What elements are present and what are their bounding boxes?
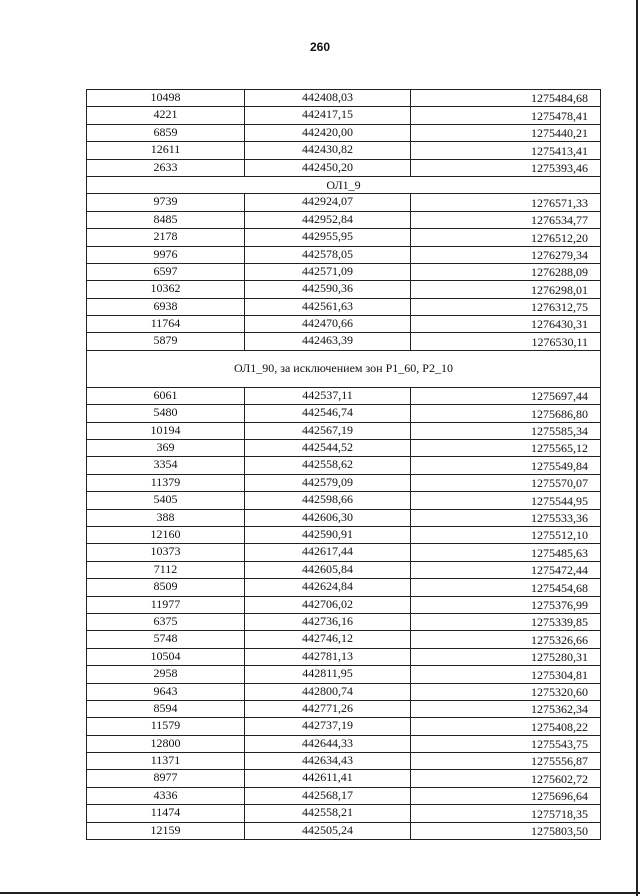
x-coordinate-cell: 442611,41: [245, 770, 411, 787]
point-number-cell: 10504: [87, 648, 245, 665]
y-coordinate-cell: 1275376,99: [411, 596, 601, 613]
x-coordinate-cell: 442505,24: [245, 822, 411, 839]
point-number-cell: 9643: [87, 683, 245, 700]
y-coordinate-cell: 1275585,34: [411, 422, 601, 439]
x-coordinate-cell: 442952,84: [245, 211, 411, 228]
point-number-cell: 9976: [87, 246, 245, 263]
y-coordinate-cell: 1275440,21: [411, 124, 601, 141]
x-coordinate-cell: 442558,62: [245, 457, 411, 474]
x-coordinate-cell: 442811,95: [245, 666, 411, 683]
y-coordinate-cell: 1275543,75: [411, 735, 601, 752]
y-coordinate-cell: 1276571,33: [411, 194, 601, 211]
point-number-cell: 5405: [87, 492, 245, 509]
point-number-cell: 11764: [87, 316, 245, 333]
x-coordinate-cell: 442706,02: [245, 596, 411, 613]
point-number-cell: 11474: [87, 805, 245, 822]
y-coordinate-cell: 1275570,07: [411, 474, 601, 491]
y-coordinate-cell: 1275362,34: [411, 700, 601, 717]
table-row: [87, 440, 601, 457]
table-row: [87, 596, 601, 613]
point-number-cell: 8509: [87, 579, 245, 596]
table-row: [87, 666, 601, 683]
point-number-cell: 6859: [87, 124, 245, 141]
table-row: [87, 263, 601, 280]
y-coordinate-cell: 1276279,34: [411, 246, 601, 263]
table-row: [87, 613, 601, 630]
y-coordinate-cell: 1276298,01: [411, 281, 601, 298]
x-coordinate-cell: 442781,13: [245, 648, 411, 665]
table-row: [87, 474, 601, 491]
y-coordinate-cell: 1275484,68: [411, 90, 601, 107]
x-coordinate-cell: 442450,20: [245, 159, 411, 176]
x-coordinate-cell: 442571,09: [245, 263, 411, 280]
x-coordinate-cell: 442430,82: [245, 142, 411, 159]
y-coordinate-cell: 1275326,66: [411, 631, 601, 648]
y-coordinate-cell: 1276534,77: [411, 211, 601, 228]
point-number-cell: 3354: [87, 457, 245, 474]
y-coordinate-cell: 1275696,64: [411, 787, 601, 804]
y-coordinate-cell: 1276312,75: [411, 298, 601, 315]
point-number-cell: 11977: [87, 596, 245, 613]
y-coordinate-cell: 1275304,81: [411, 666, 601, 683]
table-row: [87, 544, 601, 561]
y-coordinate-cell: 1275478,41: [411, 107, 601, 124]
table-row: [87, 770, 601, 787]
y-coordinate-cell: 1275320,60: [411, 683, 601, 700]
y-coordinate-cell: 1276512,20: [411, 229, 601, 246]
point-number-cell: 6375: [87, 613, 245, 630]
y-coordinate-cell: 1275339,85: [411, 613, 601, 630]
x-coordinate-cell: 442420,00: [245, 124, 411, 141]
point-number-cell: 10498: [87, 90, 245, 107]
x-coordinate-cell: 442605,84: [245, 561, 411, 578]
table-row: [87, 718, 601, 735]
point-number-cell: 5480: [87, 405, 245, 422]
table-row: [87, 526, 601, 543]
table-row: [87, 631, 601, 648]
x-coordinate-cell: 442737,19: [245, 718, 411, 735]
x-coordinate-cell: 442568,17: [245, 787, 411, 804]
table-row: [87, 281, 601, 298]
section-title: ОЛ1_90, за исключением зон Р1_60, Р2_10: [87, 350, 601, 387]
table-row: [87, 509, 601, 526]
x-coordinate-cell: 442558,21: [245, 805, 411, 822]
point-number-cell: 12159: [87, 822, 245, 839]
x-coordinate-cell: 442924,07: [245, 194, 411, 211]
x-coordinate-cell: 442800,74: [245, 683, 411, 700]
table-row: [87, 579, 601, 596]
point-number-cell: 2958: [87, 666, 245, 683]
table-row: [87, 822, 601, 839]
y-coordinate-cell: 1275803,50: [411, 822, 601, 839]
y-coordinate-cell: 1276288,09: [411, 263, 601, 280]
y-coordinate-cell: 1275454,68: [411, 579, 601, 596]
x-coordinate-cell: 442746,12: [245, 631, 411, 648]
table-row: [87, 753, 601, 770]
table-row: [87, 735, 601, 752]
y-coordinate-cell: 1275602,72: [411, 770, 601, 787]
x-coordinate-cell: 442463,39: [245, 333, 411, 350]
x-coordinate-cell: 442771,26: [245, 700, 411, 717]
point-number-cell: 4221: [87, 107, 245, 124]
point-number-cell: 9739: [87, 194, 245, 211]
point-number-cell: 2178: [87, 229, 245, 246]
table-row: [87, 333, 601, 350]
y-coordinate-cell: 1275472,44: [411, 561, 601, 578]
y-coordinate-cell: 1275393,46: [411, 159, 601, 176]
x-coordinate-cell: 442598,66: [245, 492, 411, 509]
x-coordinate-cell: 442561,63: [245, 298, 411, 315]
table-row: [87, 648, 601, 665]
x-coordinate-cell: 442955,95: [245, 229, 411, 246]
table-row: [87, 561, 601, 578]
table-row: [87, 142, 601, 159]
y-coordinate-cell: 1275533,36: [411, 509, 601, 526]
point-number-cell: 6938: [87, 298, 245, 315]
point-number-cell: 8977: [87, 770, 245, 787]
y-coordinate-cell: 1275565,12: [411, 440, 601, 457]
y-coordinate-cell: 1275413,41: [411, 142, 601, 159]
page-edge-right: [636, 0, 638, 896]
x-coordinate-cell: 442546,74: [245, 405, 411, 422]
point-number-cell: 388: [87, 509, 245, 526]
point-number-cell: 12160: [87, 526, 245, 543]
section-title: ОЛ1_9: [87, 176, 601, 193]
x-coordinate-cell: 442417,15: [245, 107, 411, 124]
table-row: [87, 805, 601, 822]
x-coordinate-cell: 442617,44: [245, 544, 411, 561]
section-header-row: [87, 350, 601, 387]
point-number-cell: 369: [87, 440, 245, 457]
x-coordinate-cell: 442606,30: [245, 509, 411, 526]
y-coordinate-cell: 1275556,87: [411, 753, 601, 770]
point-number-cell: 10362: [87, 281, 245, 298]
y-coordinate-cell: 1275718,35: [411, 805, 601, 822]
page-edge-bottom: [0, 892, 640, 894]
table-row: [87, 683, 601, 700]
y-coordinate-cell: 1275686,80: [411, 405, 601, 422]
table-row: [87, 124, 601, 141]
point-number-cell: 5748: [87, 631, 245, 648]
x-coordinate-cell: 442634,43: [245, 753, 411, 770]
table-row: [87, 405, 601, 422]
table-row: [87, 107, 601, 124]
y-coordinate-cell: 1276530,11: [411, 333, 601, 350]
page-number: 260: [309, 40, 331, 54]
point-number-cell: 5879: [87, 333, 245, 350]
table-row: [87, 316, 601, 333]
x-coordinate-cell: 442590,91: [245, 526, 411, 543]
table-row: [87, 194, 601, 211]
point-number-cell: 2633: [87, 159, 245, 176]
coordinates-table: [86, 89, 601, 840]
point-number-cell: 7112: [87, 561, 245, 578]
point-number-cell: 11579: [87, 718, 245, 735]
table-row: [87, 422, 601, 439]
x-coordinate-cell: 442624,84: [245, 579, 411, 596]
table-row: [87, 492, 601, 509]
x-coordinate-cell: 442470,66: [245, 316, 411, 333]
table-row: [87, 387, 601, 404]
point-number-cell: 10194: [87, 422, 245, 439]
table-row: [87, 457, 601, 474]
y-coordinate-cell: 1275697,44: [411, 387, 601, 404]
table-row: [87, 90, 601, 107]
x-coordinate-cell: 442408,03: [245, 90, 411, 107]
x-coordinate-cell: 442736,16: [245, 613, 411, 630]
point-number-cell: 11371: [87, 753, 245, 770]
y-coordinate-cell: 1275280,31: [411, 648, 601, 665]
table-row: [87, 229, 601, 246]
y-coordinate-cell: 1275549,84: [411, 457, 601, 474]
table-row: [87, 700, 601, 717]
point-number-cell: 12611: [87, 142, 245, 159]
point-number-cell: 8485: [87, 211, 245, 228]
point-number-cell: 10373: [87, 544, 245, 561]
coordinates-table-body: [87, 90, 601, 840]
x-coordinate-cell: 442579,09: [245, 474, 411, 491]
x-coordinate-cell: 442578,05: [245, 246, 411, 263]
point-number-cell: 4336: [87, 787, 245, 804]
y-coordinate-cell: 1275544,95: [411, 492, 601, 509]
x-coordinate-cell: 442590,36: [245, 281, 411, 298]
table-row: [87, 159, 601, 176]
y-coordinate-cell: 1275512,10: [411, 526, 601, 543]
y-coordinate-cell: 1275408,22: [411, 718, 601, 735]
x-coordinate-cell: 442644,33: [245, 735, 411, 752]
table-row: [87, 787, 601, 804]
point-number-cell: 12800: [87, 735, 245, 752]
table-row: [87, 298, 601, 315]
y-coordinate-cell: 1276430,31: [411, 316, 601, 333]
point-number-cell: 8594: [87, 700, 245, 717]
point-number-cell: 6597: [87, 263, 245, 280]
x-coordinate-cell: 442537,11: [245, 387, 411, 404]
y-coordinate-cell: 1275485,63: [411, 544, 601, 561]
point-number-cell: 6061: [87, 387, 245, 404]
x-coordinate-cell: 442567,19: [245, 422, 411, 439]
table-row: [87, 211, 601, 228]
point-number-cell: 11379: [87, 474, 245, 491]
section-header-row: [87, 176, 601, 193]
x-coordinate-cell: 442544,52: [245, 440, 411, 457]
table-row: [87, 246, 601, 263]
